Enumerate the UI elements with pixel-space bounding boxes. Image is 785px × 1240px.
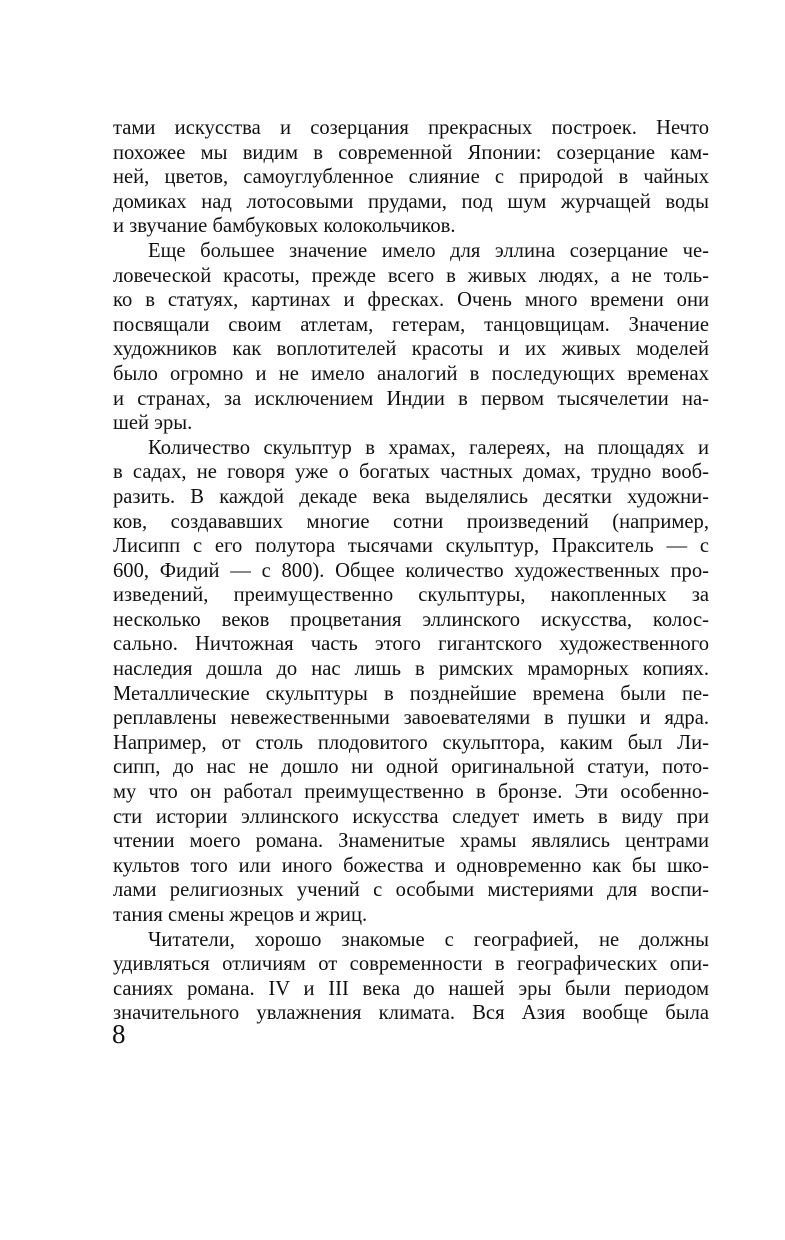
text-line: и звучание бамбуковых колокольчиков. [113, 215, 456, 238]
text-line: похожее мы видим в современной Японии: созерцание кам- [113, 141, 709, 164]
text-line: тами искусства и созерцания прекрасных построек. Нечто [113, 117, 709, 139]
text-line: художников как воплотителей красоты и их живых моделей [113, 338, 709, 361]
text-line: Металлические скульптуры в позднейшие времена были пе- [113, 682, 709, 705]
text-line: му что он работал преимущественно в бронзе. Эти особенно- [113, 781, 709, 804]
text-line: тания смены жрецов и жриц. [113, 904, 368, 926]
text-line: изведений, преимущественно скульптуры, накопленных за [113, 584, 709, 607]
text-line: ловеческой красоты, прежде всего в живых людях, а не толь- [113, 264, 709, 287]
text-line: и странах, за исключением Индии в первом тысячелетии на- [113, 387, 709, 410]
text-line: ков, создававших многие сотни произведений (например, [113, 510, 709, 533]
text-line: культов того или иного божества и одновременно как бы шко- [113, 854, 709, 877]
text-line: Лисипп с его полутора тысячами скульптур, Пракситель — с [113, 535, 709, 558]
text-line: саниях романа. IV и III века до нашей эры были периодом [113, 977, 709, 1000]
text-line: Читатели, хорошо знакомые с географией, не должны [148, 928, 709, 951]
text-line: домиках над лотосовыми прудами, под шум журчащей воды [113, 190, 709, 213]
text-line: посвящали своим атлетам, гетерам, танцовщицам. Значение [113, 313, 709, 336]
paragraph [113, 436, 709, 928]
text-line: ко в статуях, картинах и фресках. Очень много времени они [113, 289, 709, 312]
text-line: было огромно и не имело аналогий в последующих временах [113, 362, 709, 385]
text-line: несколько веков процветания эллинского искусства, колос- [113, 608, 709, 631]
text-line: удивляться отличиям от современности в географических опи- [113, 953, 709, 976]
text-line: сально. Ничтожная часть этого гигантского художественного [113, 633, 709, 656]
paragraph [113, 928, 709, 1026]
text-line: разить. В каждой декаде века выделялись десятки художни- [113, 485, 709, 508]
page-body-text [113, 116, 709, 1026]
text-line: сти истории эллинского искусства следует иметь в виду при [113, 805, 709, 828]
text-line: значительного увлажнения климата. Вся Азия вообще была [113, 1002, 709, 1025]
text-line: лами религиозных учений с особыми мистериями для воспи- [113, 879, 709, 902]
text-line: шей эры. [113, 412, 193, 435]
text-line: ней, цветов, самоуглубленное слияние с природой в чайных [113, 166, 709, 189]
text-line: реплавлены невежественными завоевателями в пушки и ядра. [113, 707, 709, 730]
paragraph [113, 116, 709, 239]
text-line: сипп, до нас не дошло ни одной оригинальной статуи, пото- [113, 756, 709, 779]
text-line: 600, Фидий — с 800). Общее количество художественных про- [113, 559, 709, 582]
text-line: Например, от столь плодовитого скульптора, каким был Ли- [113, 731, 709, 754]
text-line: Количество скульптур в храмах, галереях, на площадях и [148, 436, 709, 459]
paragraph [113, 239, 709, 436]
text-line: чтении моего романа. Знаменитые храмы являлись центрами [113, 830, 709, 853]
text-line: в садах, не говоря уже о богатых частных домах, трудно вооб- [113, 461, 709, 484]
page-number: 8 [112, 1019, 126, 1049]
text-line: Еще большее значение имело для эллина созерцание че- [148, 239, 709, 262]
text-line: наследия дошла до нас лишь в римских мраморных копиях. [113, 658, 709, 681]
